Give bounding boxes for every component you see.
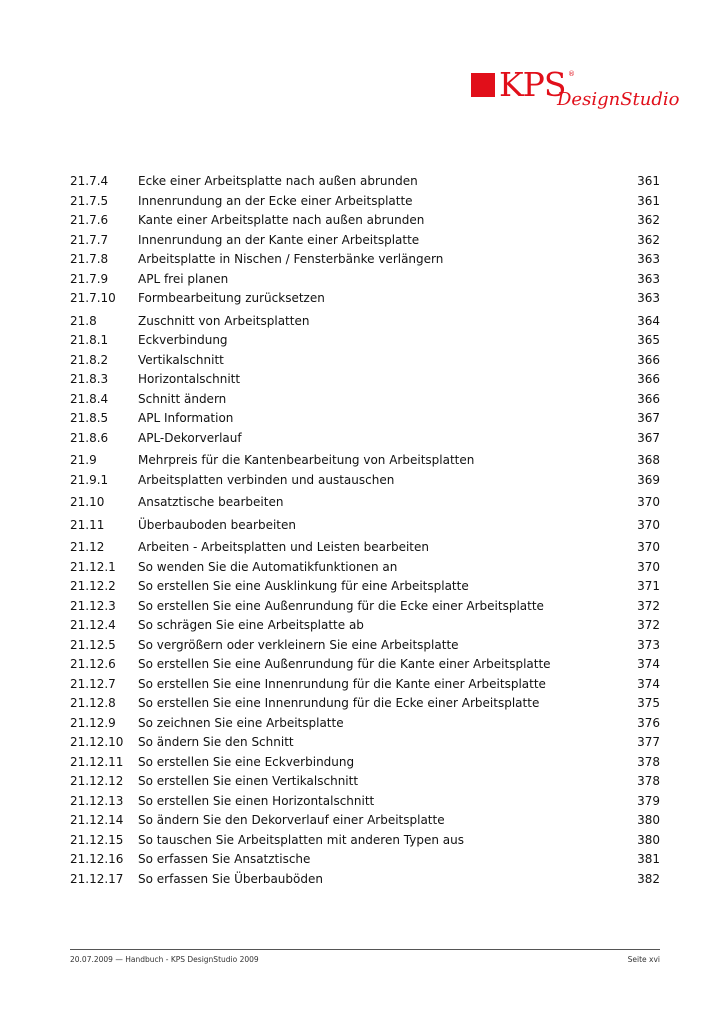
toc-entry-title: So erfassen Sie Ansatztische	[138, 852, 311, 866]
toc-entry[interactable]	[70, 370, 660, 390]
toc-entry[interactable]	[70, 597, 660, 617]
toc-entry-page: 376	[637, 715, 660, 730]
toc-entry-page: 380	[637, 832, 660, 847]
toc-entry-number: 21.12.1	[70, 559, 116, 574]
toc-entry[interactable]	[70, 493, 660, 513]
toc-entry-page: 377	[637, 735, 660, 749]
toc-entry-number: 21.8	[70, 313, 97, 328]
toc-entry-page: 371	[637, 579, 660, 593]
toc-entry[interactable]	[70, 390, 660, 410]
toc-entry-page: 382	[637, 871, 660, 886]
toc-entry[interactable]	[70, 558, 660, 578]
toc-entry-title: So tauschen Sie Arbeitsplatten mit anderen Typen aus	[138, 832, 464, 847]
toc-entry-number: 21.8.4	[70, 391, 109, 406]
toc-entry-page: 381	[637, 852, 660, 866]
toc-entry[interactable]	[70, 409, 660, 429]
toc-entry-page: 367	[637, 430, 660, 445]
toc-entry-title: So vergrößern oder verkleinern Sie eine Arbeitsplatte	[138, 637, 459, 652]
toc-entry-page: 368	[637, 453, 660, 467]
toc-entry-number: 21.12.2	[70, 579, 116, 593]
toc-entry[interactable]	[70, 471, 660, 491]
toc-entry-page: 363	[637, 271, 660, 286]
toc-entry-page: 375	[637, 696, 660, 710]
toc-entry[interactable]	[70, 289, 660, 309]
toc-entry-title: Ansatztische bearbeiten	[138, 495, 284, 509]
toc-entry-number: 21.8.1	[70, 333, 109, 347]
toc-entry-page: 364	[637, 313, 660, 328]
toc-entry-number: 21.12.4	[70, 618, 116, 632]
toc-entry-title: So erstellen Sie einen Horizontalschnitt	[138, 793, 375, 808]
toc-entry-title: So erstellen Sie eine Ausklinkung für eine Arbeitsplatte	[138, 579, 469, 593]
toc-entry-number: 21.9	[70, 453, 97, 467]
toc-entry-number: 21.12.10	[70, 735, 124, 749]
toc-group	[70, 451, 660, 490]
toc-entry[interactable]	[70, 870, 660, 890]
toc-entry-number: 21.10	[70, 495, 105, 509]
toc-entry-title: Ecke einer Arbeitsplatte nach außen abrunden	[138, 174, 418, 188]
toc-entry-title: So erstellen Sie eine Eckverbindung	[138, 754, 355, 769]
logo-subtitle: DesignStudio	[557, 89, 680, 110]
toc-entry-page: 372	[637, 618, 660, 632]
toc-entry-title: So ändern Sie den Schnitt	[138, 735, 294, 749]
toc-entry-page: 362	[637, 213, 660, 227]
toc-entry-number: 21.7.8	[70, 252, 109, 266]
toc-entry-page: 378	[637, 774, 660, 788]
toc-entry-number: 21.12.7	[70, 676, 116, 691]
toc-entry-title: So erstellen Sie einen Vertikalschnitt	[138, 774, 359, 788]
toc-entry[interactable]	[70, 772, 660, 792]
toc-entry-number: 21.12.11	[70, 754, 124, 769]
toc-entry[interactable]	[70, 231, 660, 251]
toc-entry-page: 366	[637, 352, 660, 367]
logo-mark: KPS	[499, 65, 566, 104]
toc-entry-number: 21.12.9	[70, 715, 116, 730]
toc-entry-page: 366	[637, 391, 660, 406]
toc-entry-page: 367	[637, 411, 660, 425]
toc-entry-title: So ändern Sie den Dekorverlauf einer Arbeitsplatte	[138, 813, 445, 827]
toc-entry[interactable]	[70, 850, 660, 870]
toc-entry-number: 21.7.10	[70, 291, 116, 305]
toc-entry-title: Arbeiten - Arbeitsplatten und Leisten bearbeiten	[138, 540, 429, 554]
toc-entry[interactable]	[70, 616, 660, 636]
toc-entry-title: Innenrundung an der Ecke einer Arbeitsplatte	[138, 193, 413, 208]
footer-page-number: Seite xvi	[627, 955, 660, 964]
toc-entry[interactable]	[70, 312, 660, 332]
toc-entry-title: So wenden Sie die Automatikfunktionen an	[138, 559, 398, 574]
toc-entry-title: Innenrundung an der Kante einer Arbeitsplatte	[138, 232, 420, 247]
logo-registered: ®	[568, 70, 575, 78]
logo-square-icon	[471, 73, 495, 97]
toc-entry-title: Eckverbindung	[138, 333, 228, 347]
toc-entry[interactable]	[70, 250, 660, 270]
toc-entry-title: Zuschnitt von Arbeitsplatten	[138, 313, 310, 328]
toc-entry[interactable]	[70, 811, 660, 831]
toc-entry-number: 21.12.12	[70, 774, 124, 788]
toc-entry-title: Überbauboden bearbeiten	[138, 517, 296, 532]
toc-entry[interactable]	[70, 675, 660, 695]
toc-entry-number: 21.8.5	[70, 411, 109, 425]
table-of-contents	[70, 172, 660, 892]
toc-entry-number: 21.7.6	[70, 213, 109, 227]
toc-entry-number: 21.12.8	[70, 696, 116, 710]
toc-entry-page: 373	[637, 637, 660, 652]
toc-entry-page: 363	[637, 252, 660, 266]
toc-entry-number: 21.12.14	[70, 813, 124, 827]
toc-entry-title: So erstellen Sie eine Außenrundung für die Ecke einer Arbeitsplatte	[138, 598, 544, 613]
toc-entry-number: 21.7.4	[70, 174, 109, 188]
toc-entry-number: 21.7.5	[70, 193, 109, 208]
toc-entry-title: Horizontalschnitt	[138, 372, 241, 386]
toc-entry-number: 21.12.6	[70, 657, 116, 671]
toc-entry-page: 366	[637, 372, 660, 386]
toc-entry-title: Vertikalschnitt	[138, 352, 224, 367]
toc-entry-title: So erstellen Sie eine Innenrundung für die Kante einer Arbeitsplatte	[138, 676, 546, 691]
toc-entry-title: So erstellen Sie eine Außenrundung für die Kante einer Arbeitsplatte	[138, 657, 551, 671]
kps-logo	[471, 65, 680, 116]
toc-entry-page: 370	[637, 540, 660, 554]
toc-entry[interactable]	[70, 538, 660, 558]
toc-entry-title: Mehrpreis für die Kantenbearbeitung von Arbeitsplatten	[138, 453, 475, 467]
toc-entry[interactable]	[70, 211, 660, 231]
toc-entry-title: So zeichnen Sie eine Arbeitsplatte	[138, 715, 344, 730]
toc-entry[interactable]	[70, 694, 660, 714]
toc-entry[interactable]	[70, 577, 660, 597]
toc-entry-title: Schnitt ändern	[138, 391, 227, 406]
footer-document-info: 20.07.2009 — Handbuch - KPS DesignStudio 2009	[70, 955, 259, 964]
toc-entry-page: 379	[637, 793, 660, 808]
toc-entry-page: 378	[637, 754, 660, 769]
toc-entry[interactable]	[70, 753, 660, 773]
toc-entry[interactable]	[70, 270, 660, 290]
toc-entry[interactable]	[70, 831, 660, 851]
toc-entry[interactable]	[70, 636, 660, 656]
toc-entry-title: So schrägen Sie eine Arbeitsplatte ab	[138, 618, 364, 632]
toc-entry[interactable]	[70, 192, 660, 212]
toc-entry[interactable]	[70, 331, 660, 351]
footer-divider	[70, 949, 660, 950]
toc-entry-number: 21.12.16	[70, 852, 124, 866]
toc-entry-number: 21.12.17	[70, 871, 124, 886]
toc-group	[70, 493, 660, 513]
toc-group	[70, 516, 660, 536]
toc-entry-number: 21.8.6	[70, 430, 109, 445]
toc-entry-number: 21.8.2	[70, 352, 109, 367]
toc-entry-number: 21.12.3	[70, 598, 116, 613]
toc-entry[interactable]	[70, 655, 660, 675]
toc-entry-title: APL-Dekorverlauf	[138, 430, 242, 445]
toc-entry-number: 21.7.9	[70, 271, 109, 286]
toc-entry-page: 361	[637, 174, 660, 188]
toc-entry-page: 374	[637, 657, 660, 671]
toc-group	[70, 312, 660, 449]
toc-entry-number: 21.11	[70, 517, 105, 532]
toc-entry-title: So erstellen Sie eine Innenrundung für die Ecke einer Arbeitsplatte	[138, 696, 540, 710]
toc-entry-page: 370	[637, 517, 660, 532]
toc-entry-page: 362	[637, 232, 660, 247]
toc-entry[interactable]	[70, 516, 660, 536]
toc-entry-page: 363	[637, 291, 660, 305]
toc-entry-number: 21.9.1	[70, 472, 109, 487]
toc-entry-title: Arbeitsplatten verbinden und austauschen	[138, 472, 395, 487]
toc-entry-page: 380	[637, 813, 660, 827]
toc-entry-page: 361	[637, 193, 660, 208]
toc-entry[interactable]	[70, 733, 660, 753]
toc-entry-title: Kante einer Arbeitsplatte nach außen abrunden	[138, 213, 425, 227]
toc-entry-page: 370	[637, 559, 660, 574]
toc-entry-number: 21.12.13	[70, 793, 124, 808]
toc-entry[interactable]	[70, 792, 660, 812]
toc-entry[interactable]	[70, 172, 660, 192]
toc-entry[interactable]	[70, 351, 660, 371]
toc-entry-title: APL frei planen	[138, 271, 229, 286]
toc-entry-number: 21.12	[70, 540, 105, 554]
toc-entry-page: 372	[637, 598, 660, 613]
toc-entry-number: 21.7.7	[70, 232, 109, 247]
toc-entry[interactable]	[70, 451, 660, 471]
toc-entry-page: 369	[637, 472, 660, 487]
toc-entry-title: Formbearbeitung zurücksetzen	[138, 291, 325, 305]
toc-entry-page: 365	[637, 333, 660, 347]
toc-entry[interactable]	[70, 429, 660, 449]
toc-entry-number: 21.12.5	[70, 637, 116, 652]
toc-entry-page: 370	[637, 495, 660, 509]
toc-entry-page: 374	[637, 676, 660, 691]
toc-entry-title: APL Information	[138, 411, 234, 425]
toc-entry[interactable]	[70, 714, 660, 734]
toc-group	[70, 538, 660, 889]
toc-entry-number: 21.12.15	[70, 832, 124, 847]
toc-entry-title: So erfassen Sie Überbauböden	[138, 871, 323, 886]
toc-entry-title: Arbeitsplatte in Nischen / Fensterbänke verlängern	[138, 252, 444, 266]
toc-group	[70, 172, 660, 309]
toc-entry-number: 21.8.3	[70, 372, 109, 386]
